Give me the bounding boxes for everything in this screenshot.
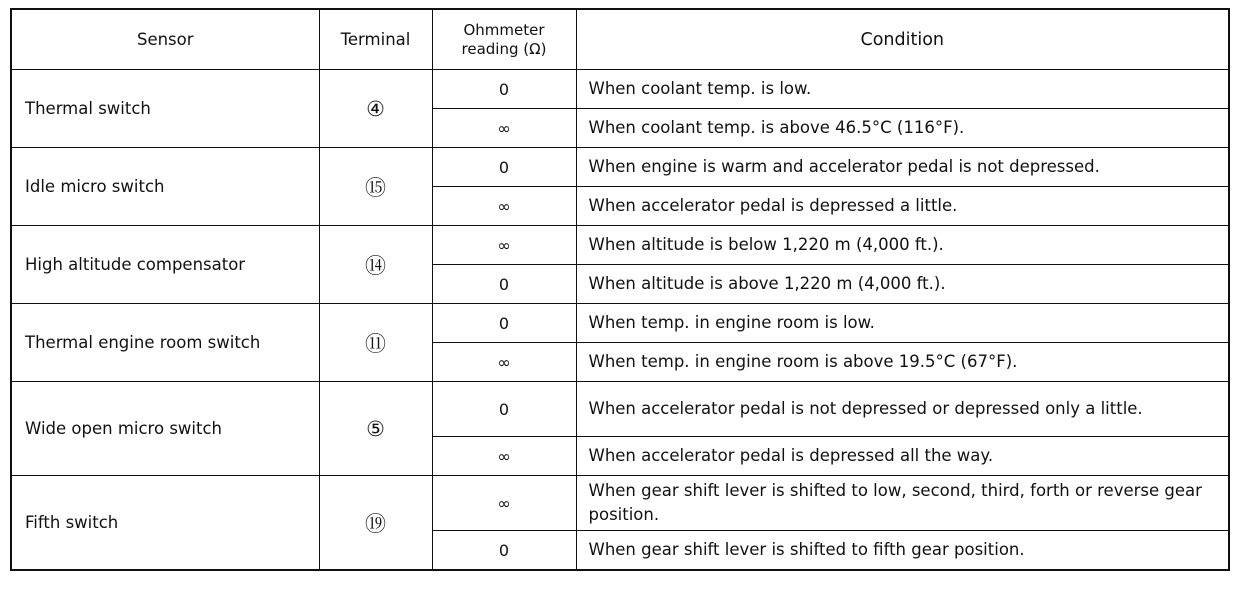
terminal-number: ⑮ [319,148,432,226]
condition-text: When altitude is above 1,220 m (4,000 ft.). [576,265,1229,304]
table-row [11,70,1229,109]
terminal-number: ⑪ [319,304,432,382]
sensor-name: High altitude compensator [11,226,319,304]
table-row [11,382,1229,437]
header-ohmmeter-reading [432,9,576,70]
ohmmeter-reading: ∞ [432,109,576,148]
ohmmeter-reading: 0 [432,70,576,109]
condition-text: When temp. in engine room is above 19.5°C (67°F). [576,343,1229,382]
sensor-table-container [10,8,1230,571]
ohmmeter-reading: 0 [432,148,576,187]
header-terminal: Terminal [319,9,432,70]
sensor-name: Wide open micro switch [11,382,319,476]
condition-text: When accelerator pedal is not depressed or depressed only a little. [576,382,1229,437]
condition-text: When coolant temp. is above 46.5°C (116°F). [576,109,1229,148]
ohmmeter-reading: 0 [432,531,576,571]
ohmmeter-reading: 0 [432,265,576,304]
sensor-name: Thermal engine room switch [11,304,319,382]
table-row [11,476,1229,531]
condition-text: When temp. in engine room is low. [576,304,1229,343]
sensor-name: Thermal switch [11,70,319,148]
condition-text: When gear shift lever is shifted to fifth gear position. [576,531,1229,571]
header-condition: Condition [576,9,1229,70]
sensor-name: Fifth switch [11,476,319,571]
ohmmeter-reading: ∞ [432,476,576,531]
ohmmeter-reading: ∞ [432,187,576,226]
terminal-number: ⑭ [319,226,432,304]
sensor-name: Idle micro switch [11,148,319,226]
terminal-number: ⑲ [319,476,432,571]
condition-text: When coolant temp. is low. [576,70,1229,109]
table-row [11,226,1229,265]
terminal-number: ⑤ [319,382,432,476]
header-ohmmeter-line1: Ohmmeter [463,20,545,39]
condition-text: When accelerator pedal is depressed a little. [576,187,1229,226]
condition-text: When gear shift lever is shifted to low, second, third, forth or reverse gear position. [576,476,1229,531]
ohmmeter-reading: 0 [432,382,576,437]
table-row [11,304,1229,343]
header-sensor: Sensor [11,9,319,70]
ohmmeter-reading: ∞ [432,437,576,476]
condition-text: When altitude is below 1,220 m (4,000 ft.). [576,226,1229,265]
condition-text: When accelerator pedal is depressed all the way. [576,437,1229,476]
terminal-number: ④ [319,70,432,148]
ohmmeter-reading: ∞ [432,343,576,382]
header-ohmmeter-line2: reading (Ω) [461,39,547,58]
sensor-inspection-table [10,8,1230,571]
ohmmeter-reading: ∞ [432,226,576,265]
header-row [11,9,1229,70]
condition-text: When engine is warm and accelerator pedal is not depressed. [576,148,1229,187]
table-row [11,148,1229,187]
ohmmeter-reading: 0 [432,304,576,343]
